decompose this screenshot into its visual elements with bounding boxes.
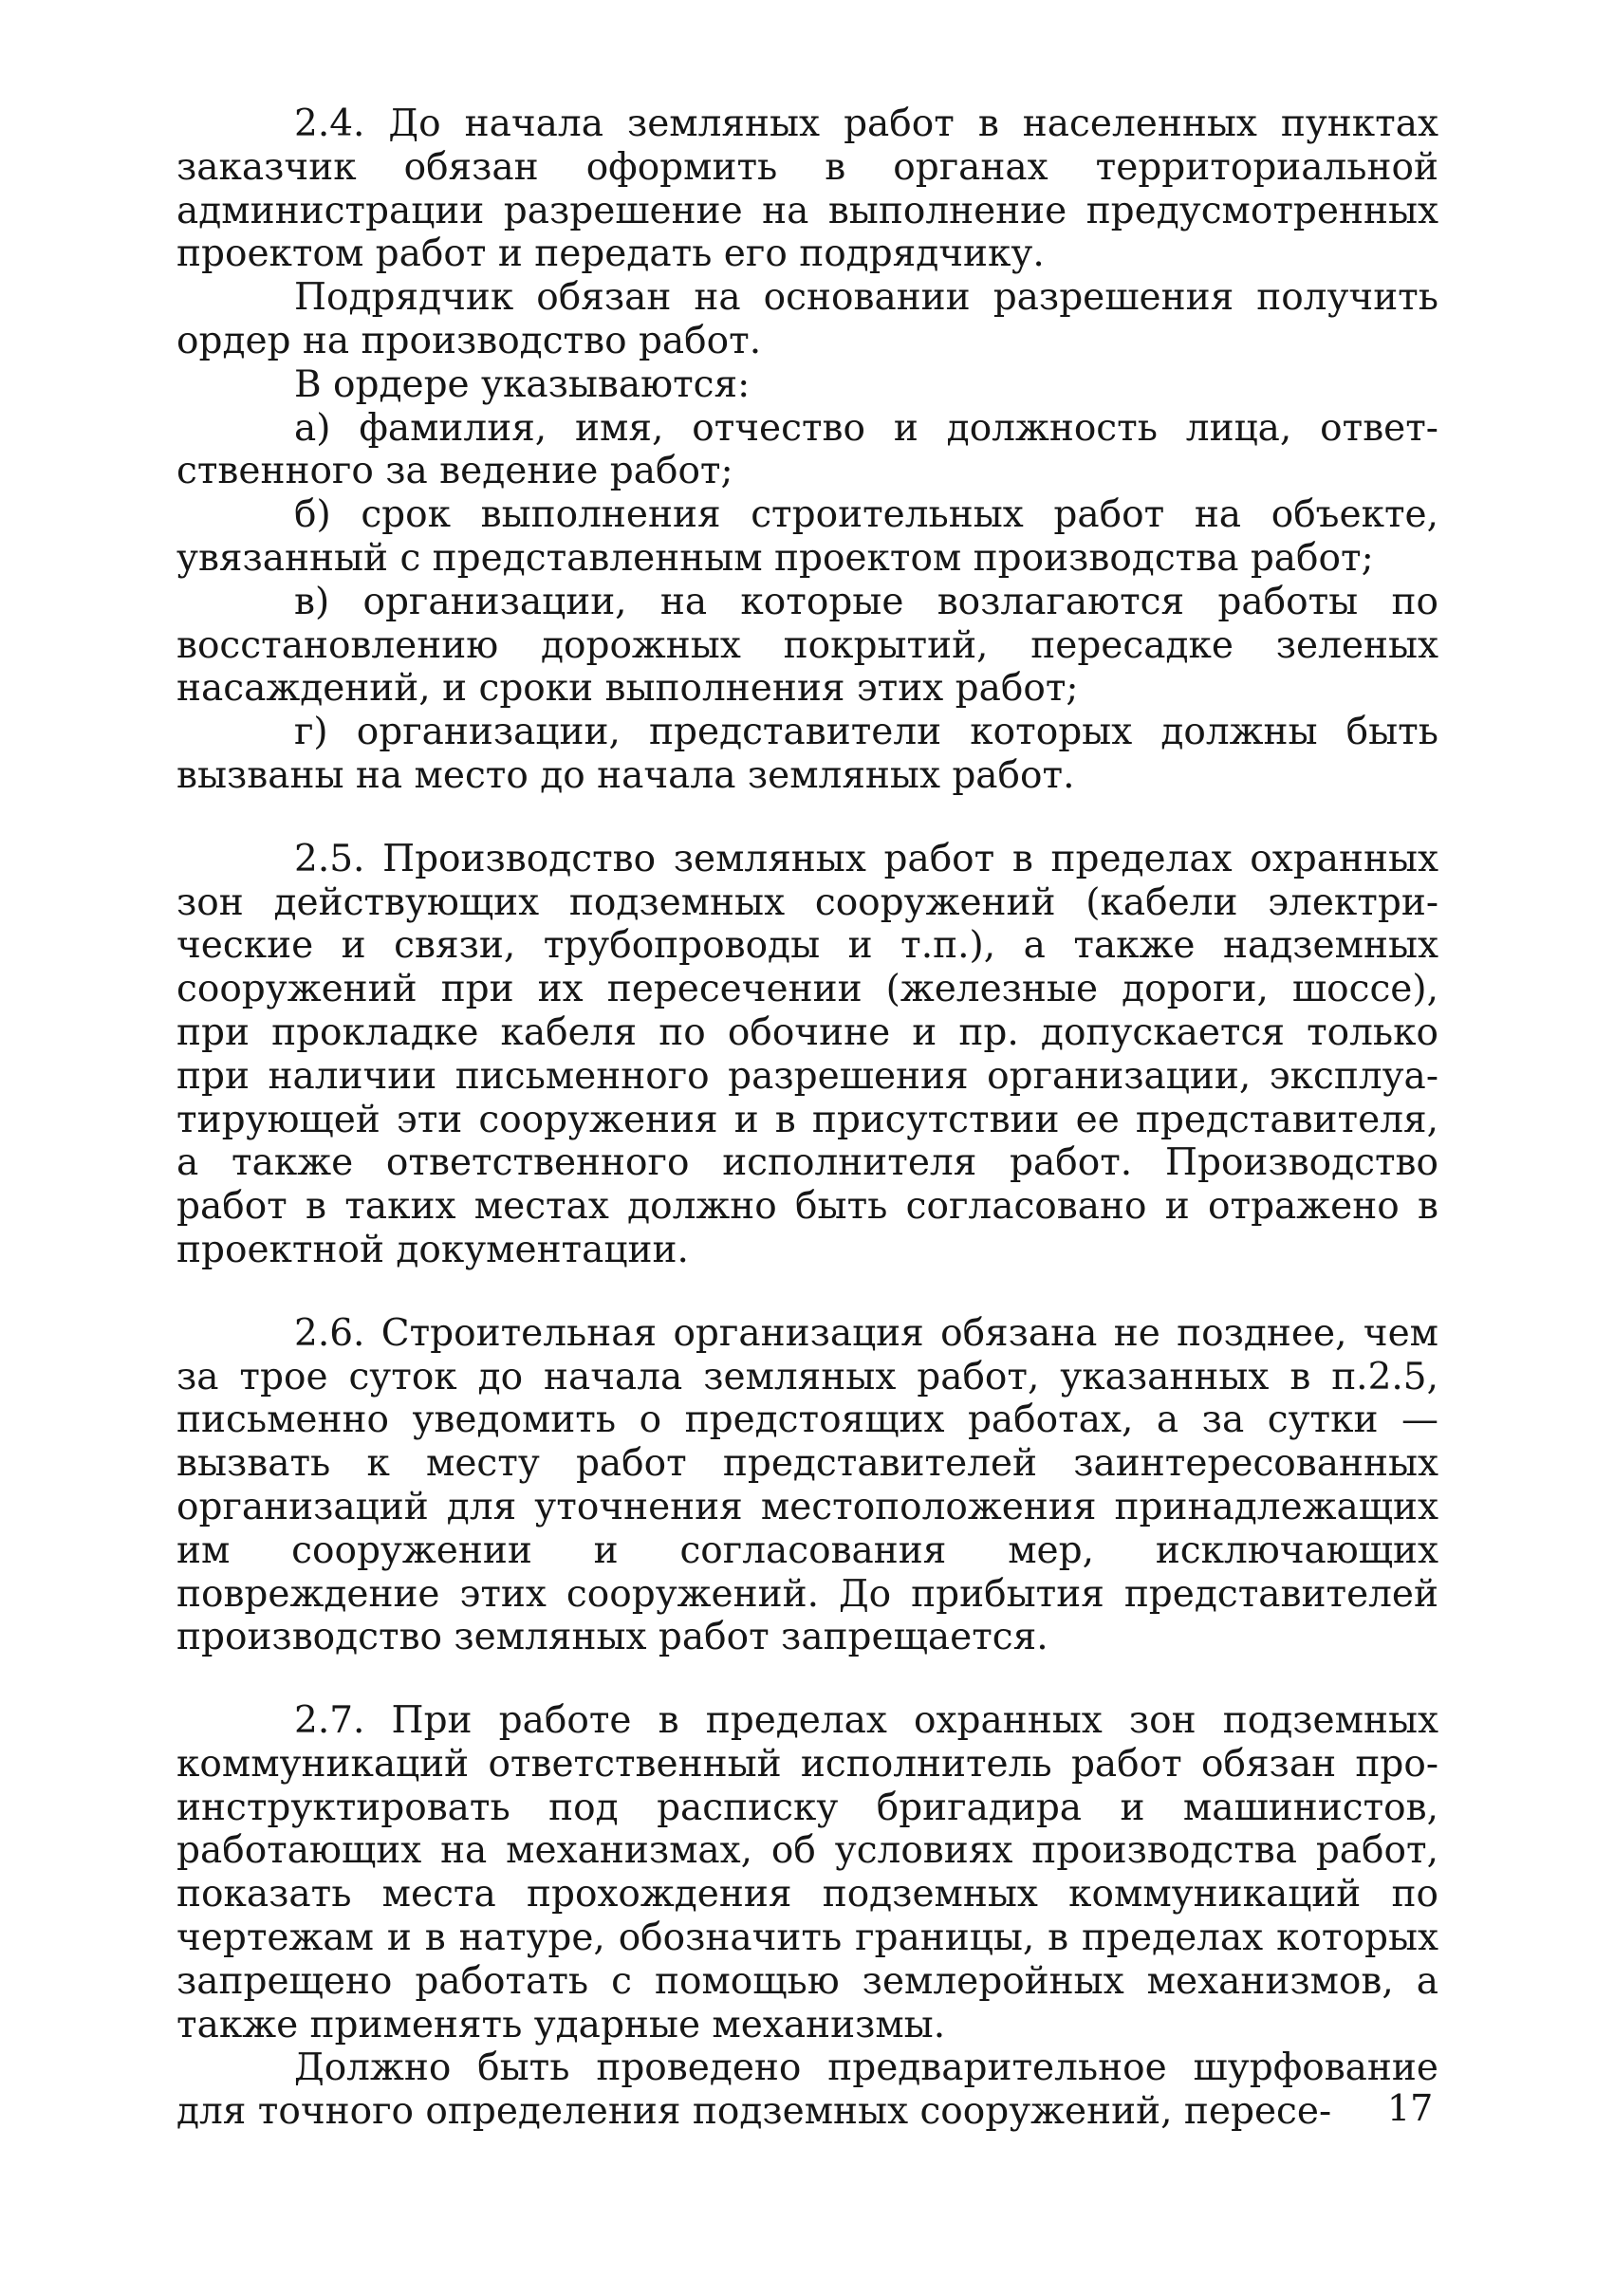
page-number: 17 <box>1387 2087 1434 2129</box>
paragraph-order-contents: В ордере указываются: <box>294 362 751 406</box>
paragraph-2-6: 2.6. Строительная организация обязана не позднее, чем за трое суток до начала земляных работ, указанных в п.2.5, письменно уведомить о предстоящих работах, а за сутки — вызвать к месту работ представителей заинтересованных организаций для уточнения местоположения принадлежащих им сооружении и согласования мер, исключающих повреждение этих сооружений. До прибытия представителей производство земляных работ запрещается. <box>176 1311 1438 1659</box>
paragraph-contractor-order: Подрядчик обязан на основании разрешения получить ордер на производство работ. <box>176 276 1438 362</box>
list-item-v: в) организации, на которые возлагаются работы по восстановлению дорожных покрытий, пересадке зеленых насаждений, и сроки выполнения этих работ; <box>176 580 1438 711</box>
paragraph-prospecting: Должно быть проведено предварительное шурфование для точного определения подземных сооружений, пересе- <box>176 2046 1438 2134</box>
paragraph-2-4: 2.4. До начала земляных работ в населенных пунктах заказчик обязан оформить в органах территориальной администрации разрешение на выполнение предусмотренных проектом работ и передать его подрядчику. <box>176 102 1438 276</box>
document-page <box>176 102 1438 2134</box>
paragraph-2-7: 2.7. При работе в пределах охранных зон подземных коммуникаций ответственный исполнитель работ обязан про-инструктировать под расписку бригадира и машинистов, работающих на механизмах, об условиях производства работ, показать места прохождения подземных коммуникаций по чертежам и в натуре, обозначить границы, в пределах которых запрещено работать с помощью землеройных механизмов, а также применять ударные механизмы. <box>176 1699 1438 2046</box>
paragraph-2-5: 2.5. Производство земляных работ в пределах охранных зон действующих подземных сооружений (кабели электри-ческие и связи, трубопроводы и т.п.), а также надземных сооружений при их пересечении (железные дороги, шоссе), при прокладке кабеля по обочине и пр. допускается только при наличии письменного разрешения организации, эксплуа-тирующей эти сооружения и в присутствии ее представителя, а также ответственного исполнителя работ. Производство работ в таких местах должно быть согласовано и отражено в проектной документации. <box>176 837 1438 1271</box>
list-item-a: а) фамилия, имя, отчество и должность лица, ответ-ственного за ведение работ; <box>176 406 1438 493</box>
list-item-g: г) организации, представители которых должны быть вызваны на место до начала земляных работ. <box>176 711 1438 797</box>
list-item-b: б) срок выполнения строительных работ на объекте, увязанный с представленным проектом производства работ; <box>176 493 1438 580</box>
